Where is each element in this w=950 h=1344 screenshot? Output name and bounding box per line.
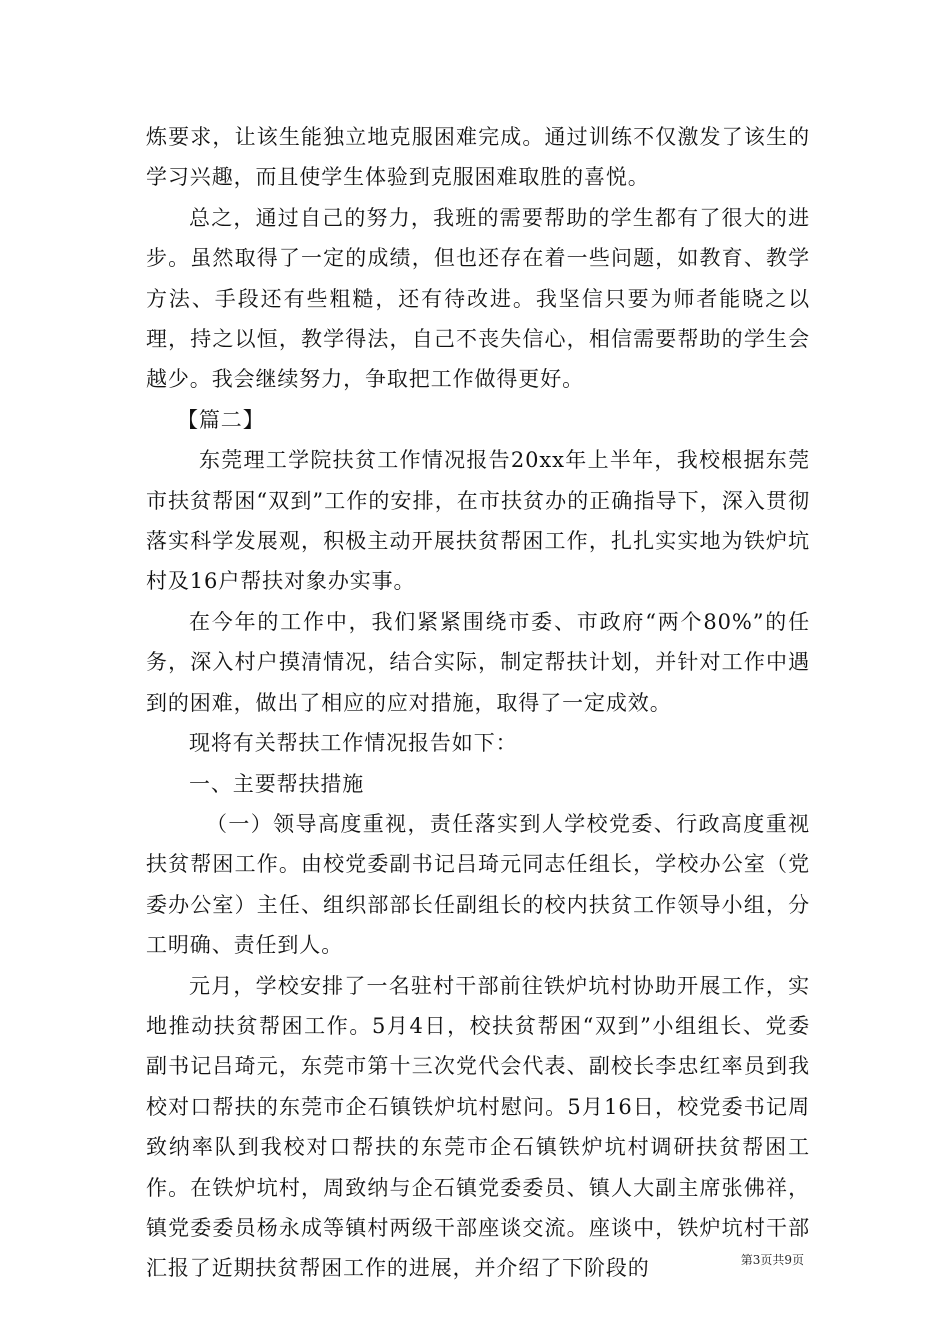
paragraph-this-year: 在今年的工作中，我们紧紧围绕市委、市政府“两个80%”的任务，深入村户摸清情况，结合实际，制定帮扶计划，并针对工作中遇到的困难，做出了相应的应对措施，取得了一定成效。 — [146, 609, 810, 715]
paragraph-leadership: （一）领导高度重视，责任落实到人学校党委、行政高度重视扶贫帮困工作。由校党委副书记吕琦元同志任组长，学校办公室（党委办公室）主任、组织部部长任副组长的校内扶贫工作领导小组，分工明确、责任到人。 — [146, 811, 810, 958]
paragraph-summary: 总之，通过自己的努力，我班的需要帮助的学生都有了很大的进步。虽然取得了一定的成绩，但也还存在着一些问题，如教育、教学方法、手段还有些粗糙，还有待改进。我坚信只要为师者能晓之以理，持之以恒，教学得法，自己不丧失信心，相信需要帮助的学生会越少。我会继续努力，争取把工作做得更好。 — [146, 205, 810, 392]
document-body — [146, 117, 810, 1289]
paragraph-report-intro: 东莞理工学院扶贫工作情况报告20xx年上半年，我校根据东莞市扶贫帮困“双到”工作的安排，在市扶贫办的正确指导下，深入贯彻落实科学发展观，积极主动开展扶贫帮困工作，扎扎实实地为铁炉坑村及16户帮扶对象办实事。 — [146, 448, 810, 594]
heading-main-measures: 一、主要帮扶措施 — [189, 771, 365, 796]
paragraph-activities: 元月，学校安排了一名驻村干部前往铁炉坑村协助开展工作，实地推动扶贫帮困工作。5月4日，校扶贫帮困“双到”小组组长、党委副书记吕琦元，东莞市第十三次党代会代表、副校长李忠红率员到我校对口帮扶的东莞市企石镇铁炉坑村慰问。5月16日，校党委书记周致纳率队到我校对口帮扶的东莞市企石镇铁炉坑村调研扶贫帮困工作。在铁炉坑村，周致纳与企石镇党委委员、镇人大副主席张佛祥，镇党委委员杨永成等镇村两级干部座谈交流。座谈中，铁炉坑村干部汇报了近期扶贫帮困工作的进展，并介绍了下阶段的 — [146, 973, 810, 1281]
page-number-footer: 第3页共9页 — [740, 1253, 804, 1267]
paragraph-report-lead: 现将有关帮扶工作情况报告如下： — [189, 731, 518, 756]
section-heading-part-two: 【篇二】 — [177, 407, 265, 432]
paragraph-continuation: 炼要求，让该生能独立地克服困难完成。通过训练不仅激发了该生的学习兴趣，而且使学生体验到克服困难取胜的喜悦。 — [146, 125, 810, 190]
